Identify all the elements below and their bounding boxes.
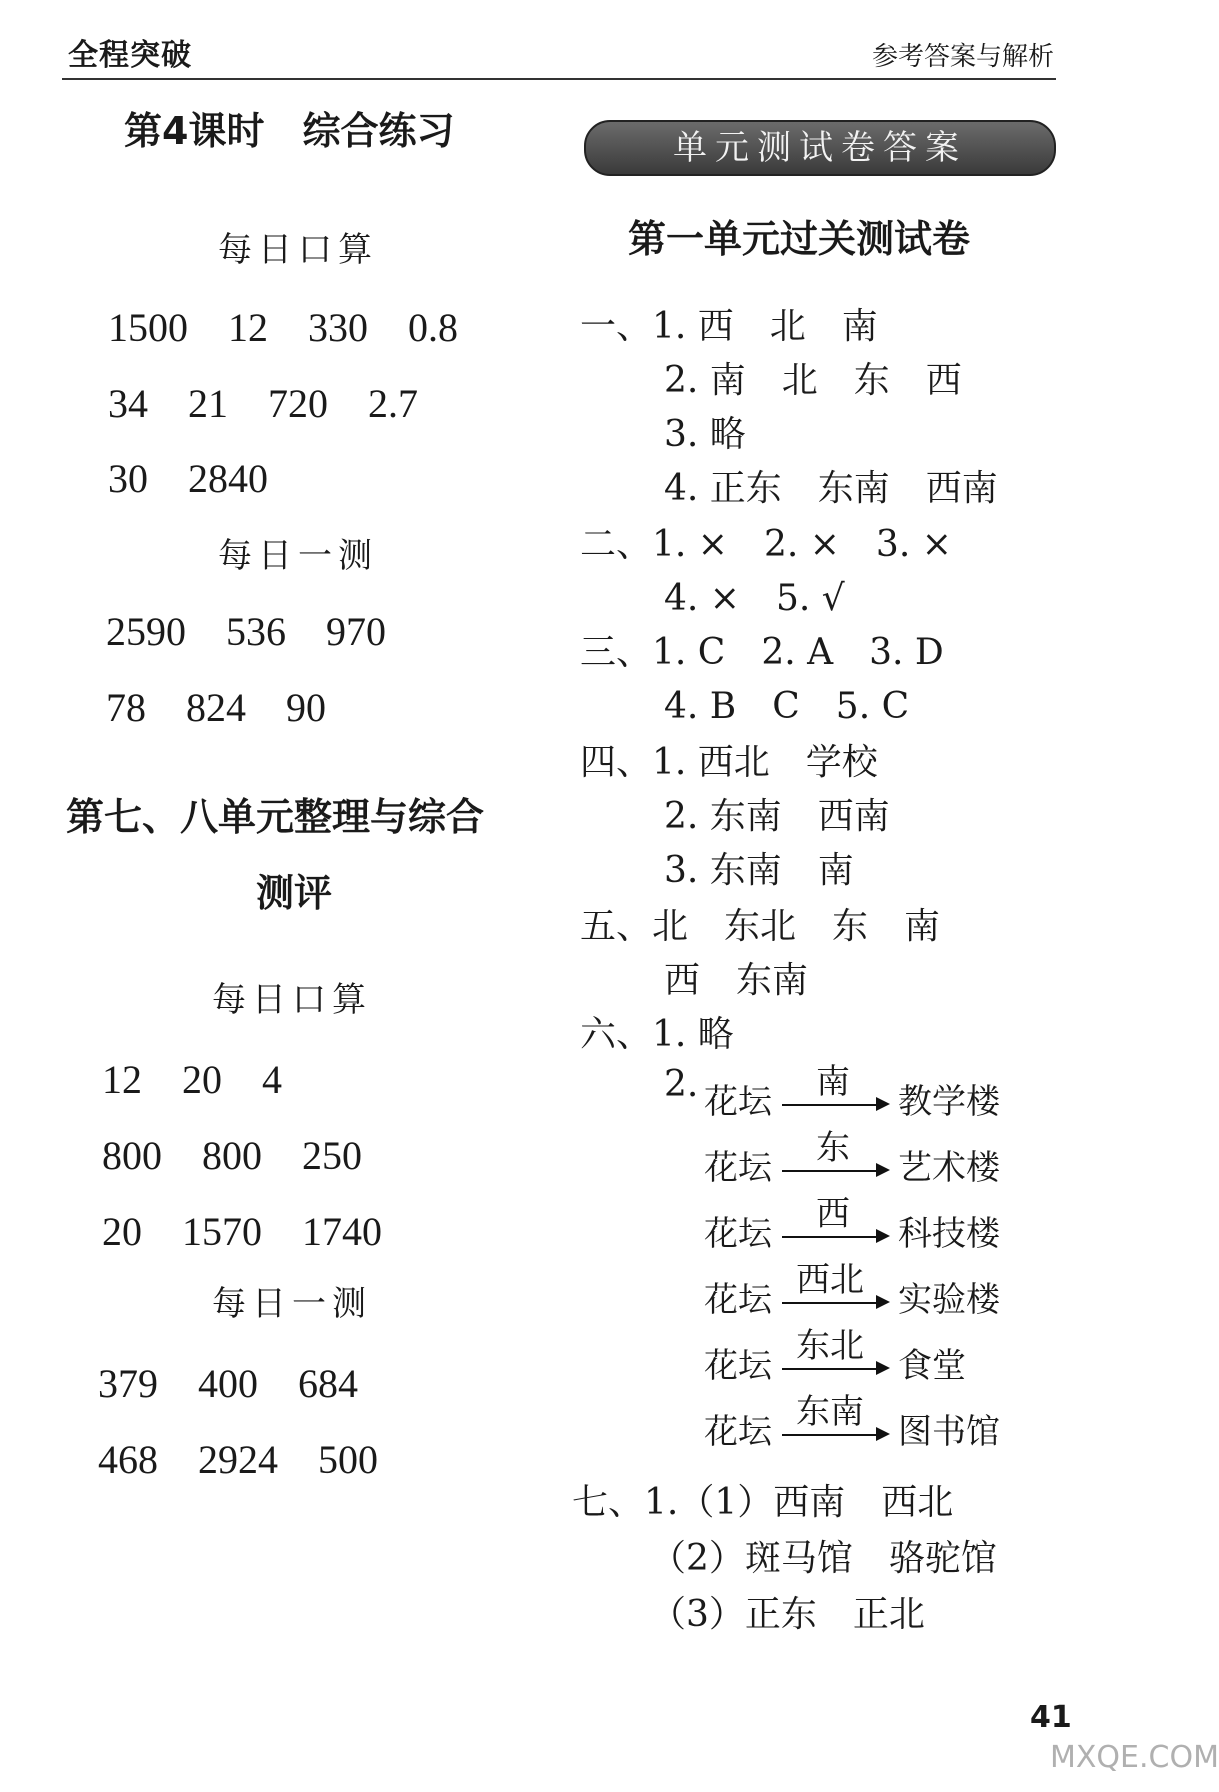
watermark: MXQE.COM	[1050, 1740, 1219, 1775]
answer-line: 七、1.（1）西南 西北	[572, 1482, 954, 1523]
answer-line: 3. 东南 南	[664, 850, 854, 891]
answer-row: 34 21 720 2.7	[108, 381, 418, 426]
answer-line: 2. 南 北 东 西	[664, 360, 962, 401]
arrow-from: 花坛	[704, 1214, 772, 1254]
arrow-row	[704, 1060, 1044, 1120]
arrow-row	[704, 1258, 1044, 1318]
arrow-to: 实验楼	[898, 1280, 1000, 1320]
brand-logo: 全程突破	[68, 38, 192, 73]
answer-line: 四、1. 西北 学校	[580, 742, 878, 783]
arrow-direction: 西北	[796, 1260, 864, 1300]
arrow-line	[782, 1170, 878, 1172]
answer-row: 78 824 90	[106, 685, 326, 730]
section-heading: 每日口算	[212, 980, 372, 1020]
answer-line: 三、1. C 2. A 3. D	[580, 632, 944, 673]
answer-line: 六、1. 略	[580, 1014, 734, 1055]
arrow-row	[704, 1126, 1044, 1186]
section-heading: 每日口算	[218, 230, 378, 270]
answer-line: 4. B C 5. C	[664, 686, 910, 727]
arrow-direction: 东	[816, 1128, 850, 1168]
arrow-head-icon	[876, 1163, 890, 1177]
section-title: 参考答案与解析	[871, 42, 1054, 72]
arrow-to: 艺术楼	[898, 1148, 1000, 1188]
answer-line: 4. 正东 东南 西南	[664, 468, 998, 509]
answer-row: 30 2840	[108, 456, 268, 501]
arrow-head-icon	[876, 1361, 890, 1375]
answer-banner: 单元测试卷答案	[584, 120, 1056, 176]
answer-row: 2590 536 970	[106, 609, 386, 654]
arrow-row	[704, 1192, 1044, 1252]
answer-row: 12 20 4	[102, 1057, 282, 1102]
section-heading: 每日一测	[212, 1284, 372, 1324]
header-divider	[62, 78, 1056, 80]
arrow-direction: 东北	[796, 1326, 864, 1366]
arrow-to: 图书馆	[898, 1412, 1000, 1452]
answer-line: 4. × 5. √	[664, 578, 845, 619]
arrow-from: 花坛	[704, 1082, 772, 1122]
answer-line: 西 东南	[664, 960, 809, 1001]
arrow-head-icon	[876, 1295, 890, 1309]
test-title: 第一单元过关测试卷	[628, 217, 971, 261]
lesson-title: 第4课时 综合练习	[124, 109, 455, 153]
answer-row: 379 400 684	[98, 1361, 358, 1406]
answer-row: 468 2924 500	[98, 1437, 378, 1482]
arrow-direction: 南	[816, 1062, 850, 1102]
arrow-direction: 西	[816, 1194, 850, 1234]
section-heading: 每日一测	[218, 536, 378, 576]
answer-line: （2）斑马馆 骆驼馆	[650, 1538, 997, 1579]
answer-line: 2.	[664, 1064, 699, 1105]
arrow-line	[782, 1236, 878, 1238]
arrow-from: 花坛	[704, 1346, 772, 1386]
arrow-line	[782, 1434, 878, 1436]
arrow-from: 花坛	[704, 1148, 772, 1188]
unit-title-cont: 测评	[256, 871, 333, 915]
arrow-from: 花坛	[704, 1280, 772, 1320]
arrow-head-icon	[876, 1229, 890, 1243]
arrow-to: 教学楼	[898, 1082, 1000, 1122]
answer-line: 一、1. 西 北 南	[580, 306, 878, 347]
arrow-to: 食堂	[898, 1346, 966, 1386]
arrow-line	[782, 1104, 878, 1106]
arrow-line	[782, 1302, 878, 1304]
arrow-from: 花坛	[704, 1412, 772, 1452]
arrow-head-icon	[876, 1097, 890, 1111]
arrow-row	[704, 1390, 1044, 1450]
answer-line: 3. 略	[664, 414, 746, 455]
answer-line: （3）正东 正北	[650, 1594, 925, 1635]
arrow-direction: 东南	[796, 1392, 864, 1432]
arrow-row	[704, 1324, 1044, 1384]
answer-row: 1500 12 330 0.8	[108, 305, 458, 350]
answer-line: 2. 东南 西南	[664, 796, 890, 837]
unit-title: 第七、八单元整理与综合	[66, 795, 485, 839]
answer-line: 二、1. × 2. × 3. ×	[580, 524, 952, 565]
answer-line: 五、北 东北 东 南	[580, 906, 941, 947]
answer-row: 20 1570 1740	[102, 1209, 382, 1254]
arrow-head-icon	[876, 1427, 890, 1441]
arrow-to: 科技楼	[898, 1214, 1000, 1254]
page-number: 41	[1030, 1700, 1072, 1735]
answer-row: 800 800 250	[102, 1133, 362, 1178]
arrow-line	[782, 1368, 878, 1370]
